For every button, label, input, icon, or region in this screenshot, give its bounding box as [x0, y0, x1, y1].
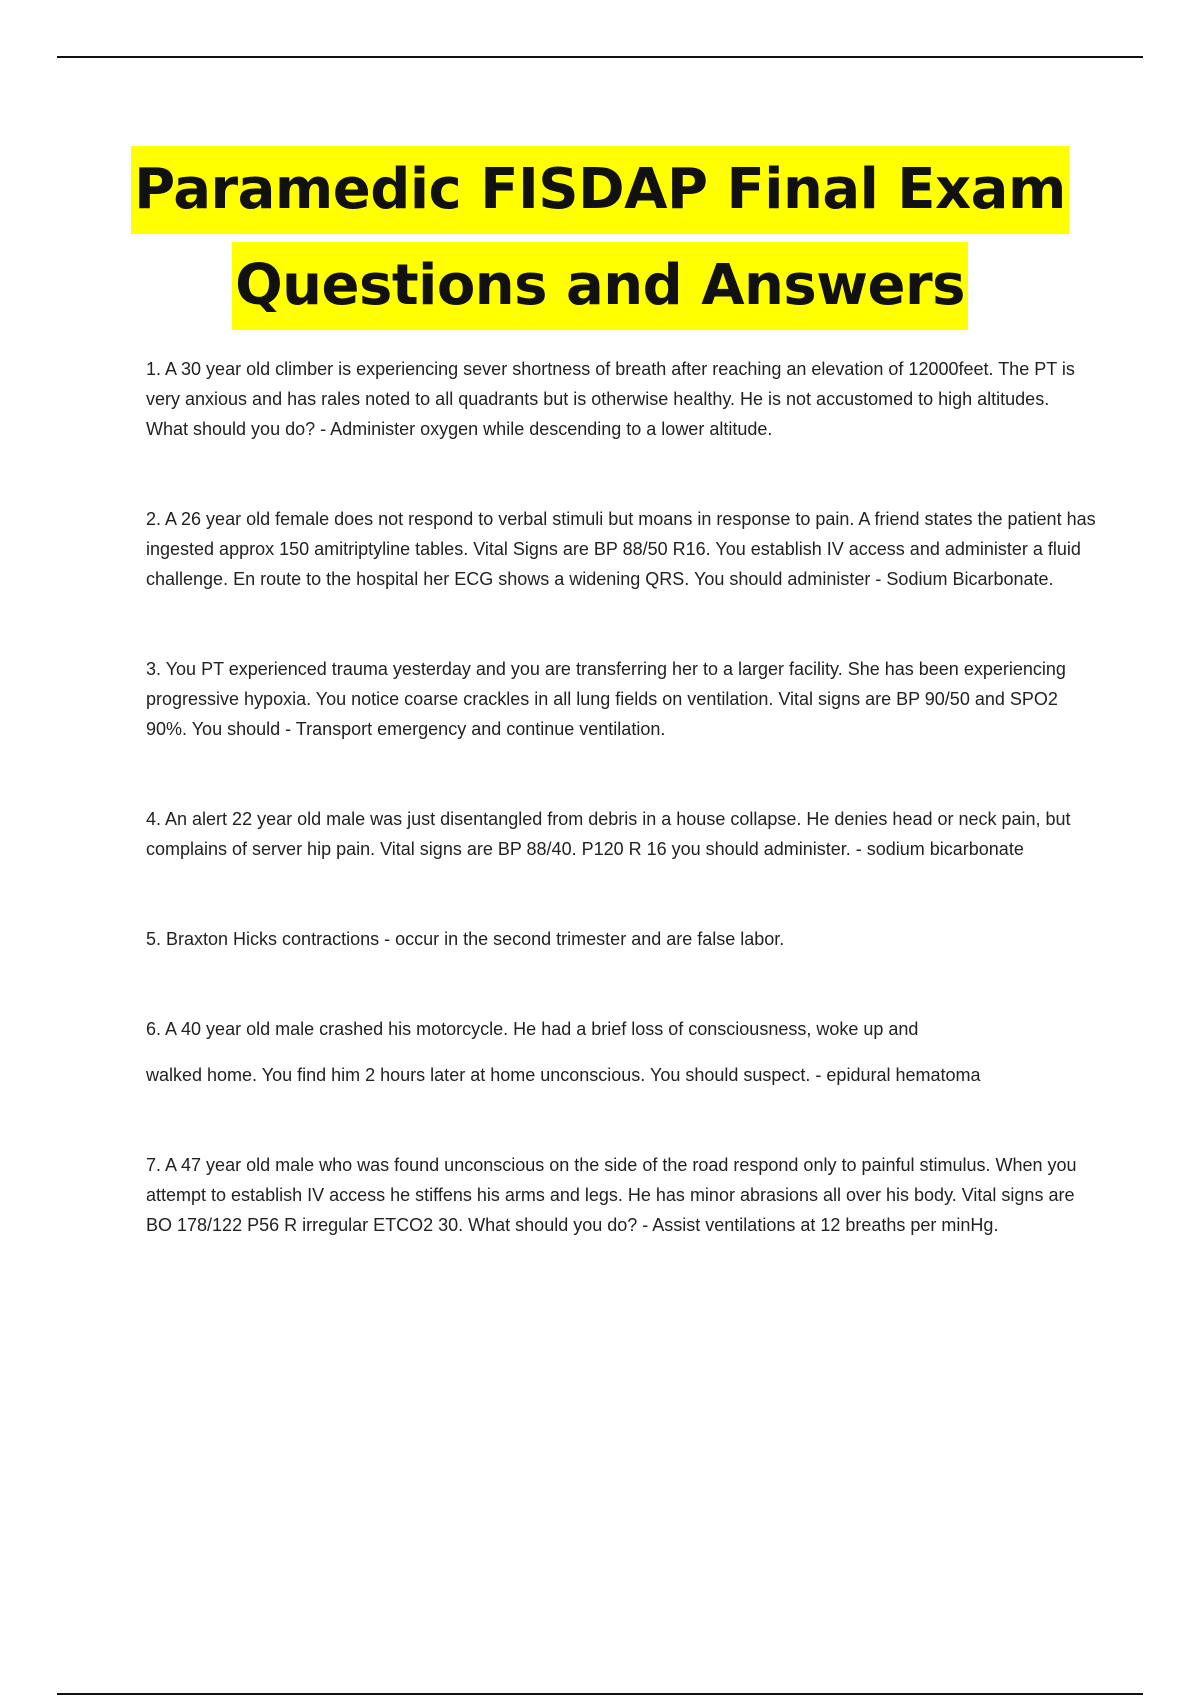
footer-rule: [57, 1693, 1143, 1695]
question-item-5: 5. Braxton Hicks contractions - occur in the second trimester and are false labor.: [146, 929, 785, 949]
title-line-1: Paramedic FISDAP Final Exam: [131, 146, 1069, 234]
question-item-3: 3. You PT experienced trauma yesterday and you are transferring her to a larger facility. She has been experiencing progressive hypoxia. You notice coarse crackles in all lung fields on ventilation. Vital signs are BP 90/50 and SPO2 90%. You should - Transport emergency and continue ventilation.: [146, 659, 1066, 739]
question-item-6: 6. A 40 year old male crashed his motorcycle. He had a brief loss of consciousness, woke up and: [146, 1019, 919, 1039]
question-item-6-continuation: walked home. You find him 2 hours later at home unconscious. You should suspect. - epidural hematoma: [146, 1065, 981, 1085]
question-item-1: 1. A 30 year old climber is experiencing sever shortness of breath after reaching an elevation of 12000feet. The PT is very anxious and has rales noted to all quadrants but is otherwise healthy. He is not accustomed to high altitudes. What should you do? - Administer oxygen while descending to a lower altitude.: [146, 359, 1075, 439]
document-title: [0, 146, 1200, 330]
question-item-2: 2. A 26 year old female does not respond to verbal stimuli but moans in response to pain. A friend states the patient has ingested approx 150 amitriptyline tables. Vital Signs are BP 88/50 R16. You establish IV access and administer a fluid challenge. En route to the hospital her ECG shows a widening QRS. You should administer - Sodium Bicarbonate.: [146, 509, 1096, 589]
question-item-4: 4. An alert 22 year old male was just disentangled from debris in a house collapse. He denies head or neck pain, but complains of server hip pain. Vital signs are BP 88/40. P120 R 16 you should administer. - sodium bicarbonate: [146, 809, 1071, 859]
header-rule: [57, 56, 1143, 58]
question-item-7: 7. A 47 year old male who was found unconscious on the side of the road respond only to painful stimulus. When you attempt to establish IV access he stiffens his arms and legs. He has minor abrasions all over his body. Vital signs are BO 178/122 P56 R irregular ETCO2 30. What should you do? - Assist ventilations at 12 breaths per minHg.: [146, 1155, 1077, 1235]
title-line-2: Questions and Answers: [232, 242, 968, 330]
question-list: [146, 354, 1096, 1300]
